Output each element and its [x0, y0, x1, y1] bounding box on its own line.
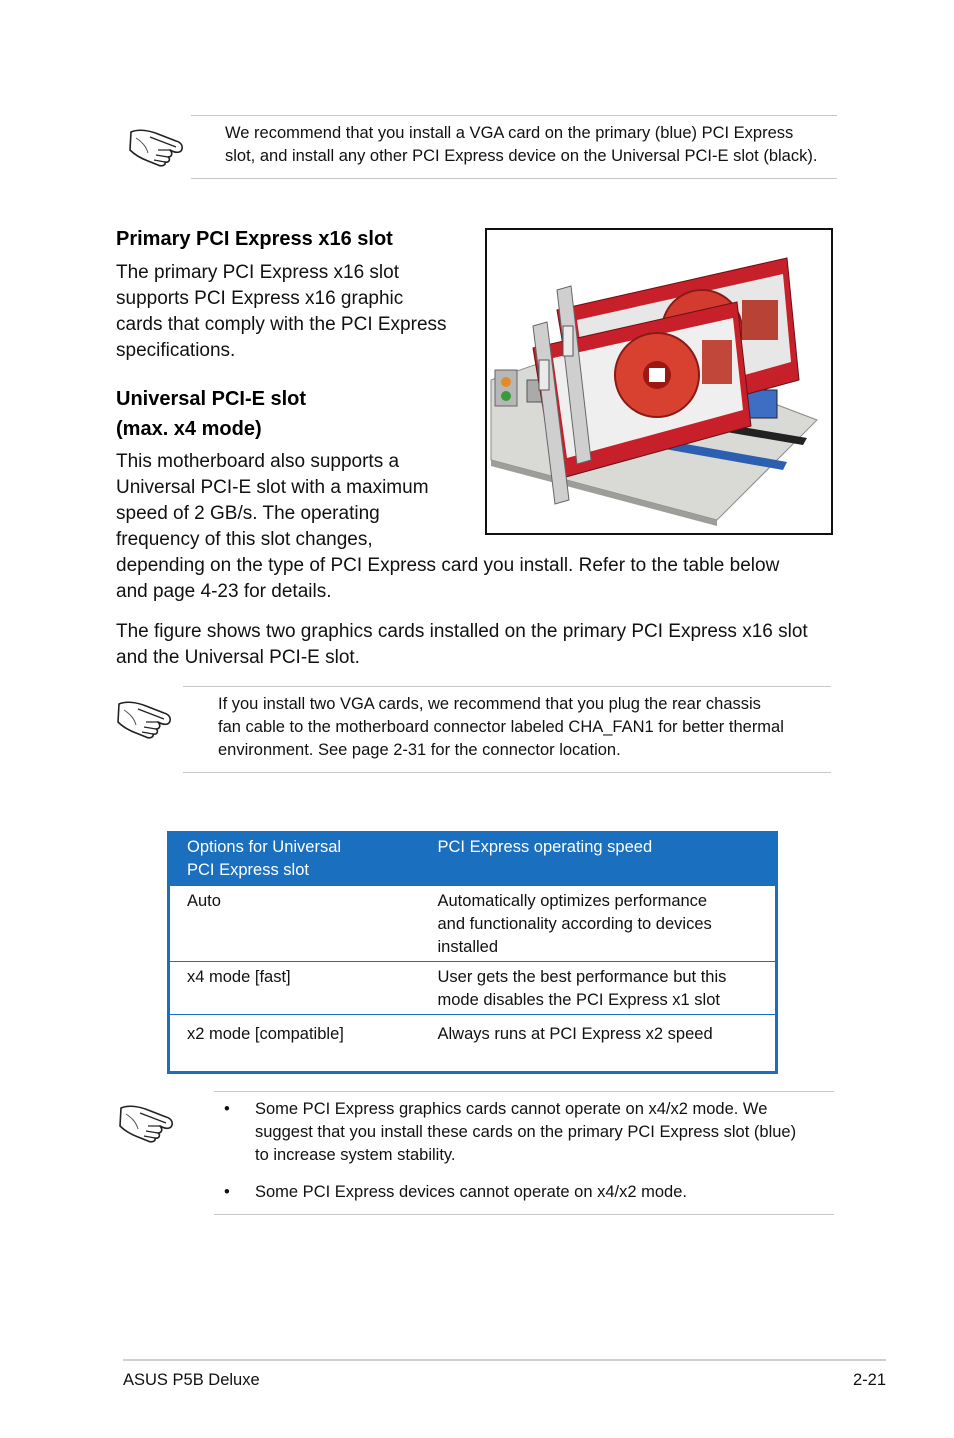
para-line: and page 4-23 for details. [116, 581, 332, 602]
note-top-rule [214, 1091, 834, 1092]
note-bullet-item [224, 1181, 836, 1205]
cell-line: installed [437, 938, 499, 956]
note-line: slot, and install any other PCI Express device on the Universal PCI-E slot (black). [225, 147, 818, 165]
speed-cell [421, 1015, 777, 1073]
header-line: Options for Universal [187, 838, 342, 856]
note-recommend-vga [225, 122, 845, 168]
primary-slot-paragraph [116, 260, 476, 364]
para-line: The figure shows two graphics cards installed on the primary PCI Express x16 slot [116, 621, 808, 642]
para-line: speed of 2 GB/s. The operating [116, 503, 380, 524]
universal-slot-options-table [167, 831, 778, 1074]
graphics-cards-illustration [487, 230, 831, 533]
note-bottom-rule [191, 178, 837, 179]
bullet-marker: • [224, 1183, 230, 1201]
note-bottom-rule [183, 772, 831, 773]
option-cell: x4 mode [fast] [169, 962, 421, 1015]
cell-line: User gets the best performance but this [437, 968, 727, 986]
note-line: environment. See page 2-31 for the connector location. [218, 741, 621, 759]
table-header-row [169, 833, 777, 886]
speed-cell [421, 962, 777, 1015]
heading-line: Universal PCI-E slot [116, 388, 307, 410]
note-two-vga-cards [218, 693, 828, 762]
header-line: PCI Express slot [187, 861, 309, 879]
cell-line: Always runs at PCI Express x2 speed [437, 1025, 713, 1043]
graphics-cards-figure [485, 228, 833, 535]
para-line: depending on the type of PCI Express card you install. Refer to the table below [116, 555, 780, 576]
para-line: cards that comply with the PCI Express [116, 314, 447, 335]
cell-line: mode disables the PCI Express x1 slot [437, 991, 720, 1009]
table-row [169, 962, 777, 1015]
table-row [169, 1015, 777, 1073]
primary-slot-heading: Primary PCI Express x16 slot [116, 228, 393, 250]
cell-line: and functionality according to devices [437, 915, 712, 933]
universal-slot-heading [116, 384, 306, 444]
footer-rule [123, 1359, 886, 1361]
note-hand-icon [118, 1096, 176, 1146]
note-line: fan cable to the motherboard connector labeled CHA_FAN1 for better thermal [218, 718, 784, 736]
note-hand-icon [128, 120, 186, 170]
para-line: supports PCI Express x16 graphic [116, 288, 404, 309]
note-bullet-item [224, 1098, 836, 1168]
speed-cell [421, 886, 777, 962]
bullet-line: to increase system stability. [255, 1146, 456, 1164]
option-cell: Auto [169, 886, 421, 962]
para-line: specifications. [116, 340, 236, 361]
note-line: If you install two VGA cards, we recommend that you plug the rear chassis [218, 695, 761, 713]
note-hand-icon [116, 692, 174, 742]
note-bottom-rule [214, 1214, 834, 1215]
bullet-marker: • [224, 1100, 230, 1118]
footer-page-number: 2-21 [852, 1371, 886, 1389]
header-line: PCI Express operating speed [437, 838, 653, 856]
bullet-text [255, 1098, 835, 1167]
para-line: frequency of this slot changes, [116, 529, 373, 550]
header-options [169, 833, 421, 886]
option-cell: x2 mode [compatible] [169, 1015, 421, 1073]
bullet-line: Some PCI Express devices cannot operate on x4/x2 mode. [255, 1183, 687, 1201]
header-speed [421, 833, 777, 886]
note-top-rule [191, 115, 837, 116]
figure-description-paragraph [116, 619, 856, 671]
note-top-rule [183, 686, 831, 687]
para-line: Universal PCI-E slot with a maximum [116, 477, 429, 498]
note-line: We recommend that you install a VGA card on the primary (blue) PCI Express [225, 124, 794, 142]
bullet-line: Some PCI Express graphics cards cannot operate on x4/x2 mode. We [255, 1100, 768, 1118]
cell-line: Automatically optimizes performance [437, 892, 708, 910]
heading-line: (max. x4 mode) [116, 418, 262, 440]
para-line: and the Universal PCI-E slot. [116, 647, 360, 668]
bullet-line: suggest that you install these cards on the primary PCI Express slot (blue) [255, 1123, 797, 1141]
para-line: This motherboard also supports a [116, 451, 400, 472]
para-line: The primary PCI Express x16 slot [116, 262, 399, 283]
bullet-text [255, 1181, 835, 1204]
footer-product-name: ASUS P5B Deluxe [123, 1371, 260, 1389]
table-row [169, 886, 777, 962]
